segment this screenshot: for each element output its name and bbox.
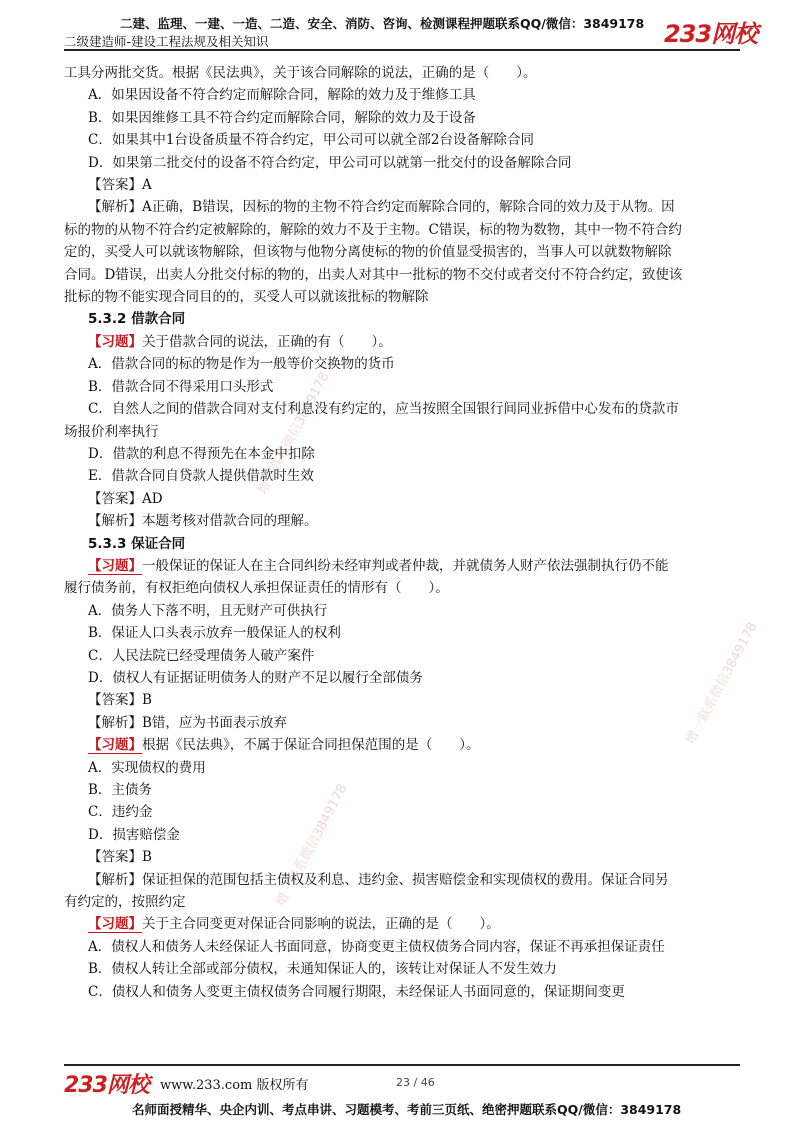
option-c: C．人民法院已经受理债务人破产案件	[88, 647, 315, 664]
page-number: 23 / 46	[396, 1076, 435, 1089]
option-a: A．债权人和债务人未经保证人书面同意，协商变更主债权债务合同内容，保证不再承担保证责任	[88, 938, 665, 955]
option-c-cont: 场报价利率执行	[64, 423, 159, 440]
option-a: A．实现债权的费用	[88, 759, 206, 776]
option-b: B．借款合同不得采用口头形式	[88, 378, 274, 395]
analysis-line: 有约定的，按照约定	[64, 894, 186, 911]
exercise-tag: 【习题】	[88, 916, 142, 933]
option-b: B．债权人转让全部或部分债权，未通知保证人的，该转让对保证人不发生效力	[88, 961, 557, 978]
watermark: 增一联系微信3849178	[255, 369, 333, 497]
watermark: 增一联系微信3849178	[273, 781, 351, 909]
analysis-line: 【解析】保证担保的范围包括主债权及利息、违约金、损害赔偿金和实现债权的费用。保证合同另	[88, 871, 669, 888]
question-text: 关于主合同变更对保证合同影响的说法，正确的是（ ）。	[142, 916, 500, 933]
question-text: 一般保证的保证人在主合同纠纷未经审判或者仲裁，并就债务人财产依法强制执行仍不能	[142, 557, 669, 574]
analysis-line: 【解析】B错，应为书面表示放弃	[88, 714, 287, 731]
footer-site: www.233.com 版权所有	[160, 1078, 309, 1093]
option-a: A．债务人下落不明，且无财产可供执行	[88, 602, 328, 619]
analysis-line: 标的物的从物不符合约定被解除的，解除的效力不及于主物。C错误，标的物为数物，其中一物不符合约	[64, 221, 682, 238]
answer: 【答案】B	[88, 692, 152, 709]
answer: 【答案】B	[88, 849, 152, 866]
analysis-line: 批标的物不能实现合同目的的，买受人可以就该批标的物解除	[64, 289, 429, 306]
analysis-line: 定的，买受人可以就该物解除，但该物与他物分离使标的物的价值显受损害的，当事人可以就数物解除	[64, 244, 672, 261]
option-d: D．借款的利息不得预先在本金中扣除	[88, 445, 315, 462]
option-c: C．违约金	[88, 804, 153, 821]
answer: 【答案】AD	[88, 490, 163, 507]
question-text: 关于借款合同的说法，正确的有（ ）。	[142, 333, 392, 350]
answer: 【答案】A	[88, 177, 152, 194]
question-text: 根据《民法典》，不属于保证合同担保范围的是（ ）。	[142, 737, 480, 754]
watermark: 增一联系微信3849178	[683, 619, 761, 747]
option-d: D．损害赔偿金	[88, 826, 180, 843]
option-c: C．自然人之间的借款合同对支付利息没有约定的，应当按照全国银行间同业拆借中心发布的贷款市	[88, 401, 679, 418]
header-subtitle: 二级建造师-建设工程法规及相关知识	[64, 34, 269, 49]
footer-promo: 名师面授精华、央企内训、考点串讲、习题模考、考前三页纸、绝密押题联系QQ/微信：3849178	[132, 1102, 682, 1117]
footer-logo: 233网校	[64, 1073, 149, 1098]
header-divider	[64, 49, 740, 51]
section-heading: 5.3.3 保证合同	[88, 535, 186, 552]
option-b: B．主债务	[88, 782, 152, 798]
exercise-tag: 【习题】	[88, 333, 142, 350]
question-text-cont: 履行债务前，有权拒绝向债权人承担保证责任的情形有（ ）。	[64, 580, 449, 597]
option-d: D．债权人有证据证明债务人的财产不足以履行全部债务	[88, 669, 423, 686]
header-promo: 二建、监理、一建、一造、二造、安全、消防、咨询、检测课程押题联系QQ/微信：3849178	[120, 16, 645, 31]
analysis-line: 【解析】A正确，B错误，因标的物的主物不符合约定而解除合同的，解除合同的效力及于从物。因	[88, 199, 675, 216]
option-b: B．保证人口头表示放弃一般保证人的权利	[88, 625, 341, 642]
option-e: E．借款合同自贷款人提供借款时生效	[88, 468, 314, 485]
header-logo: 233网校	[664, 20, 758, 48]
section-heading: 5.3.2 借款合同	[88, 311, 186, 328]
exercise-tag: 【习题】	[88, 737, 142, 754]
option-d: D．如果第二批交付的设备不符合约定，甲公司可以就第一批交付的设备解除合同	[88, 154, 572, 171]
option-a: A．如果因设备不符合约定而解除合同，解除的效力及于维修工具	[88, 87, 476, 104]
question-tail: 工具分两批交货。根据《民法典》，关于该合同解除的说法，正确的是（ ）。	[64, 65, 537, 81]
option-a: A．借款合同的标的物是作为一般等价交换物的货币	[88, 356, 395, 373]
document-body	[64, 62, 748, 1003]
option-c: C．如果其中1台设备质量不符合约定，甲公司可以就全部2台设备解除合同	[88, 132, 535, 149]
analysis-line: 【解析】本题考核对借款合同的理解。	[88, 513, 318, 530]
analysis-line: 合同。D错误，出卖人分批交付标的物的，出卖人对其中一批标的物不交付或者交付不符合约定，致使该	[64, 266, 683, 283]
footer-divider	[64, 1064, 740, 1066]
option-b: B．如果因维修工具不符合约定而解除合同，解除的效力及于设备	[88, 109, 476, 126]
exercise-tag: 【习题】	[88, 557, 142, 574]
option-c: C．债权人和债务人变更主债权债务合同履行期限，未经保证人书面同意的，保证期间变更	[88, 983, 625, 1000]
